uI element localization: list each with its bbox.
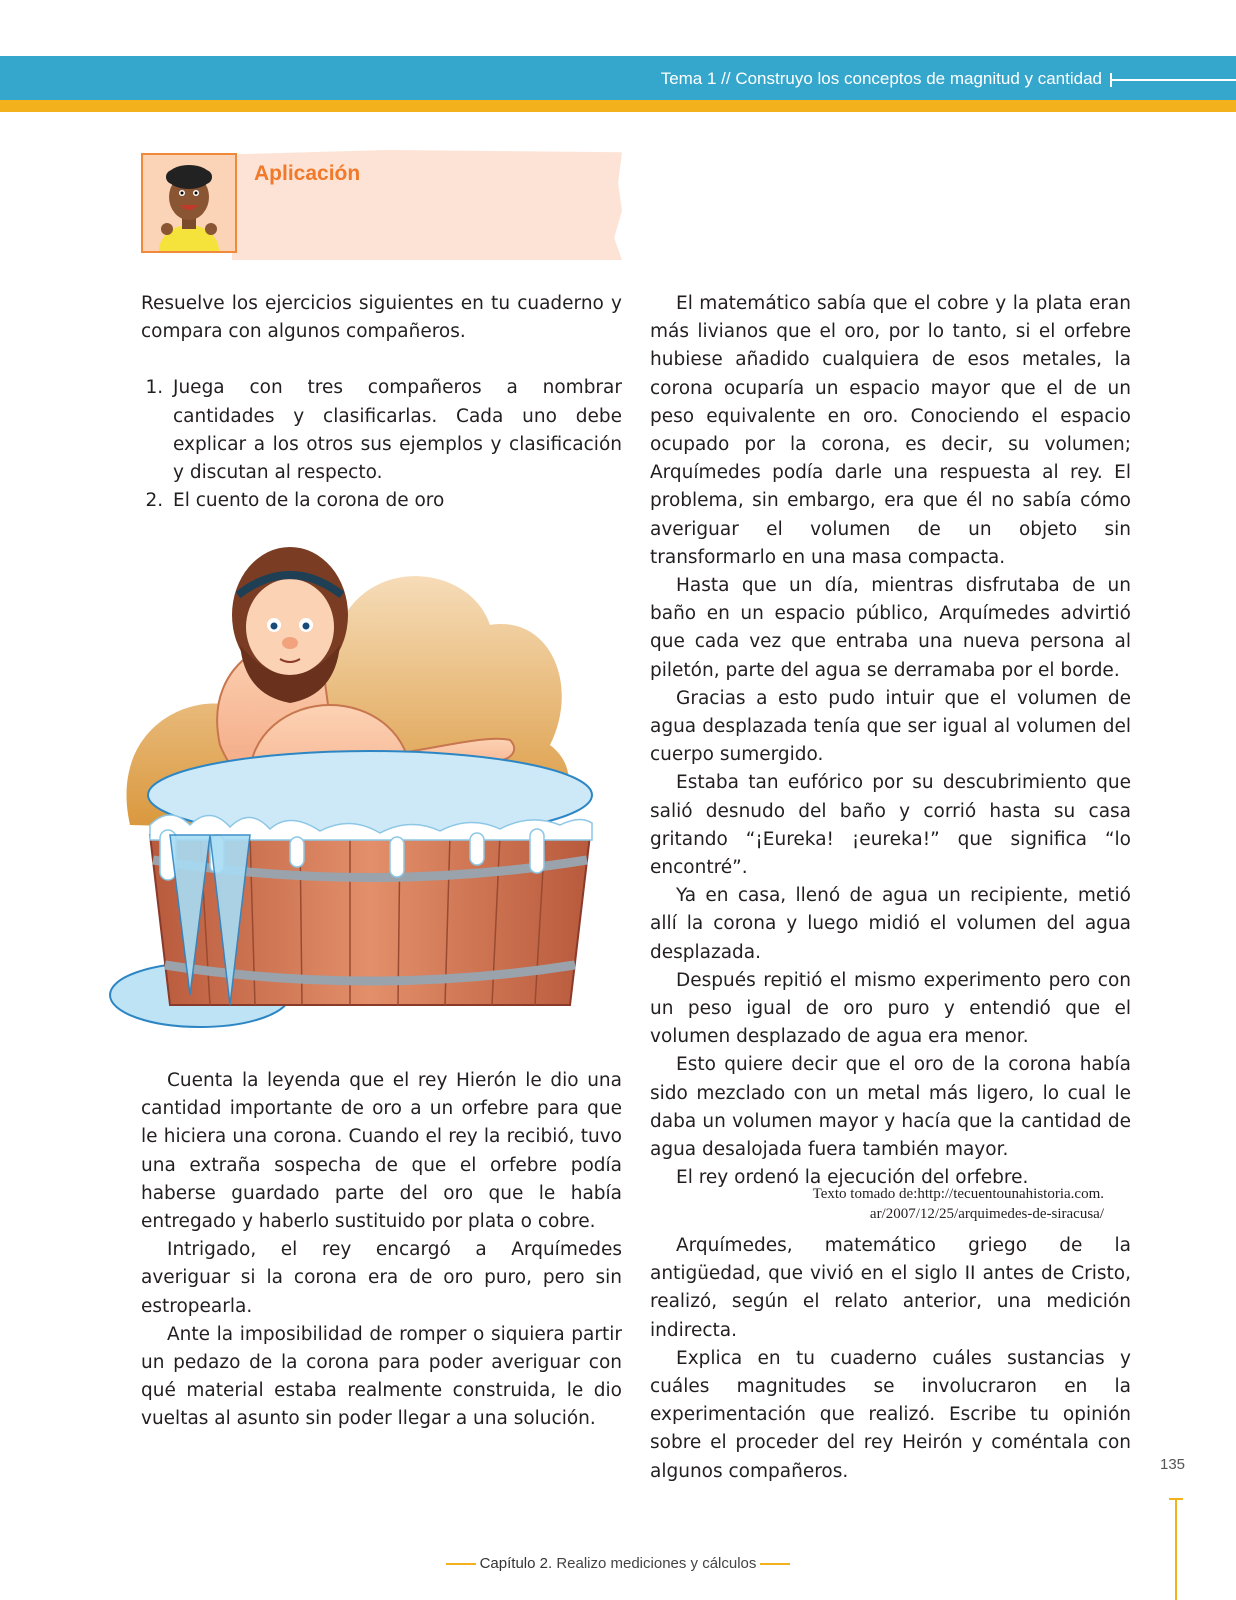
section-title: Aplicación — [254, 162, 361, 185]
side-rule — [1175, 1498, 1177, 1600]
right-column-after — [650, 1232, 1131, 1486]
closing-paragraph: Explica en tu cuaderno cuáles sustancias y cuáles magnitudes se involucraron en la experimentación que realizó. Escribe tu opinión sobre el proceder del rey Heirón y coméntala con algunos compañeros. — [650, 1347, 1131, 1482]
story-paragraph: Después repitió el mismo experimento pero con un peso igual de oro puro y entendió que el volumen desplazado de agua era menor. — [650, 969, 1131, 1048]
student-avatar — [141, 153, 237, 253]
closing-paragraph: Arquímedes, matemático griego de la antigüedad, que vivió en el siglo II antes de Cristo, realizó, según el relato anterior, una medición indirecta. — [650, 1235, 1131, 1341]
header-title: Tema 1 // Construyo los conceptos de magnitud y cantidad — [660, 69, 1102, 88]
footer-rule-right — [760, 1563, 790, 1565]
left-column-story — [141, 1067, 622, 1434]
story-paragraph: Ya en casa, llenó de agua un recipiente, metió allí la corona y luego midió el volumen del agua desplazada. — [650, 885, 1131, 963]
header-rule — [1110, 79, 1236, 81]
intro-text: Resuelve los ejercicios siguientes en tu cuaderno y compara con algunos compañeros. — [141, 293, 622, 343]
archimedes-bath-illustration — [90, 535, 630, 1060]
footer-title: Realizo mediciones y cálculos — [556, 1555, 757, 1572]
footer-rule-left — [446, 1563, 476, 1565]
story-paragraph: Hasta que un día, mientras disfrutaba de un baño en un espacio público, Arquímedes advirtió que cada vez que entraba una nueva persona al piletón, parte del agua se derramaba por el borde. — [650, 575, 1131, 681]
story-paragraph: Ante la imposibilidad de romper o siquiera partir un pedazo de la corona para poder averiguar con qué material estaba realmente construida, le dio vueltas al asunto sin poder llegar a una solución. — [141, 1323, 622, 1430]
list-item: 1. Juega con tres compañeros a nombrar cantidades y clasificarlas. Cada uno debe explicar a los otros sus ejemplos y clasificación y discutan al respecto. — [169, 374, 622, 487]
source-citation — [650, 1184, 1104, 1224]
story-paragraph: Intrigado, el rey encargó a Arquímedes averiguar si la corona era de oro puro, pero sin estropearla. — [141, 1239, 622, 1317]
exercise-list — [141, 374, 622, 515]
page-number: 135 — [1160, 1456, 1186, 1473]
footer — [0, 1555, 1236, 1572]
source-line: Texto tomado de:http://tecuentounahistoria.com. — [812, 1186, 1104, 1202]
left-column-top — [141, 290, 622, 515]
student-icon — [143, 155, 235, 251]
source-line: ar/2007/12/25/arquimedes-de-siracusa/ — [869, 1206, 1104, 1222]
story-paragraph: Esto quiere decir que el oro de la corona había sido mezclado con un metal más ligero, lo cual le daba un volumen mayor y hacía que la cantidad de agua desalojada fuera también mayor. — [650, 1054, 1131, 1161]
story-paragraph: Gracias a esto pudo intuir que el volumen de agua desplazada tenía que ser igual al volumen del cuerpo sumergido. — [650, 687, 1131, 766]
footer-chapter: Capítulo 2. — [479, 1555, 553, 1572]
story-paragraph: El rey ordenó la ejecución del orfebre. — [676, 1167, 1029, 1189]
list-item: 2. El cuento de la corona de oro — [169, 487, 622, 515]
right-column — [650, 290, 1131, 1193]
story-paragraph: Estaba tan eufórico por su descubrimiento que salió desnudo del baño y corrió hasta su casa gritando “¡Eureka! ¡eureka!” que significa “lo encontré”. — [650, 772, 1131, 879]
story-paragraph: El matemático sabía que el cobre y la plata eran más livianos que el oro, por lo tanto, si el orfebre hubiese añadido cualquiera de esos metales, la corona ocuparía un espacio mayor que el de un peso equivalente en oro. Conociendo el espacio ocupado por la corona, es decir, su volumen; Arquímedes podía darle una respuesta al rey. El problema, sin embargo, era que él no sabía cómo averiguar el volumen de un objeto sin transformarlo en una masa compacta. — [650, 293, 1131, 568]
story-paragraph: Cuenta la leyenda que el rey Hierón le dio una cantidad importante de oro a un orfebre para que le hiciera una corona. Cuando el rey la recibió, tuvo una extraña sospecha de que el orfebre podía haberse guardado parte del oro que le había entregado y haberlo sustituido por plata o cobre. — [141, 1070, 622, 1233]
header-accent-line — [0, 100, 1236, 112]
